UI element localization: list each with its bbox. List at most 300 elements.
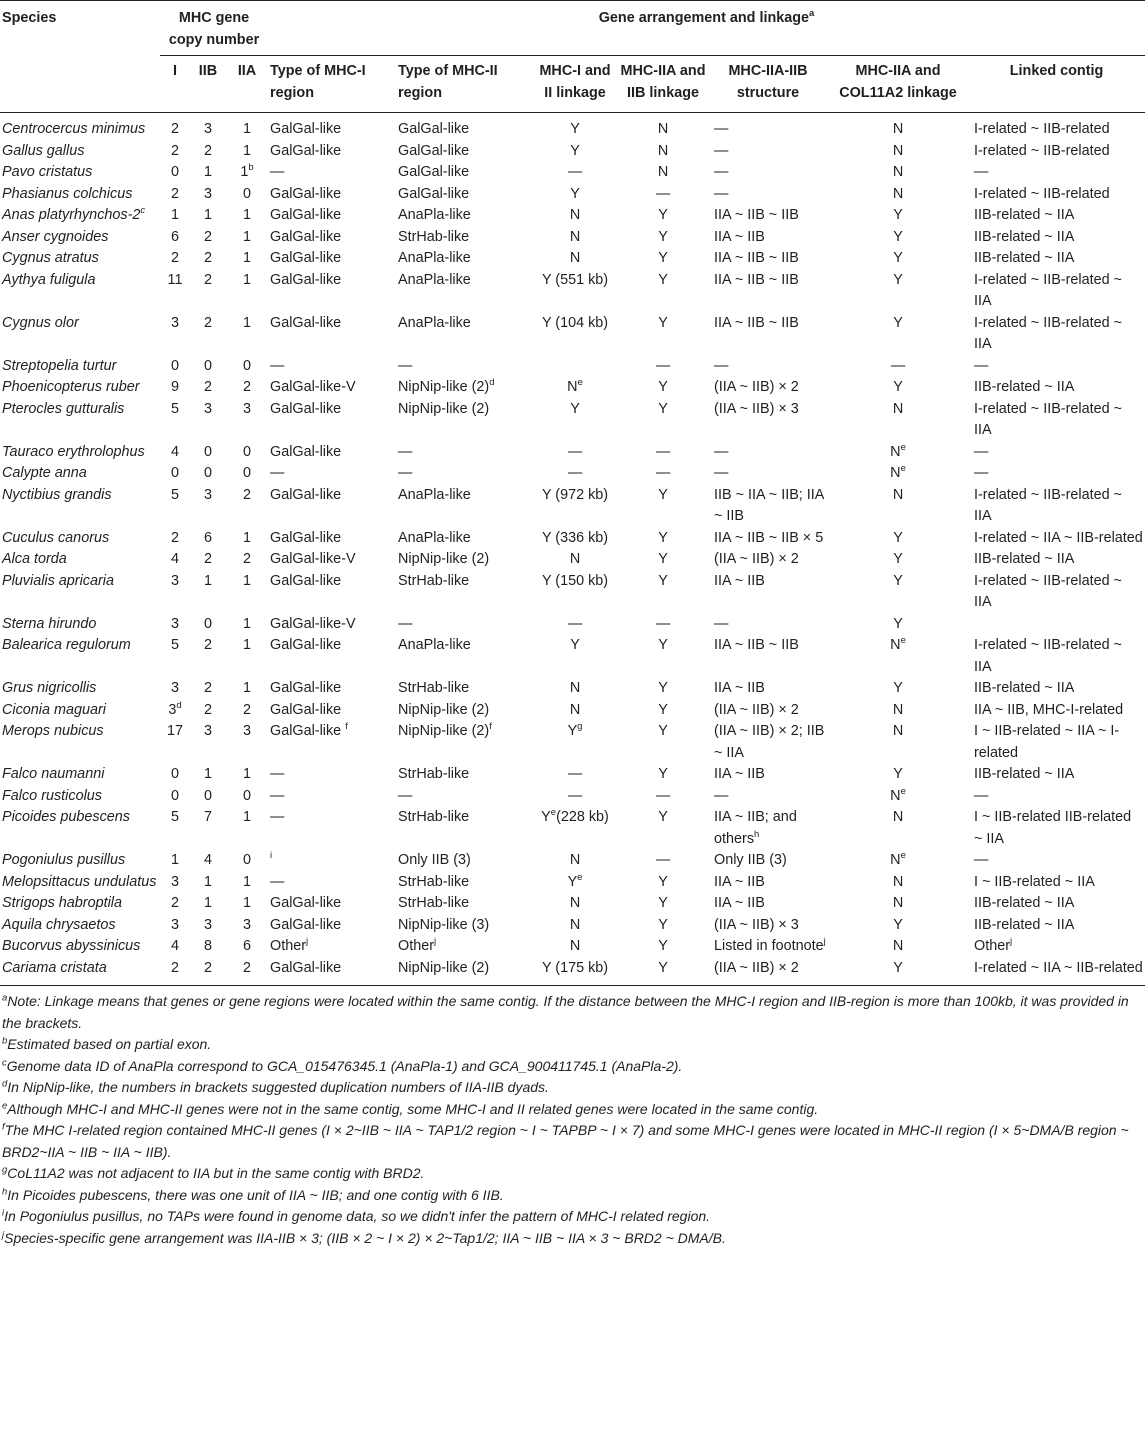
cell-copy-i: 5 (170, 400, 179, 417)
cell-type-ii: NipNip-like (2) (398, 959, 490, 976)
cell-linked-contig: IIA ~ IIB, MHC-I-related (974, 701, 1124, 718)
cell-species: Merops nubicus (2, 723, 104, 739)
cell-type-i: GalGal-like (270, 916, 342, 933)
cell-col11a2: $N^e$ (890, 635, 906, 653)
cell-linked-contig: IIB-related ~ IIA (974, 250, 1075, 266)
cell-species: Falco naumanni (2, 766, 105, 782)
cell-type-ii: StrHab-like (398, 809, 470, 825)
cell-link-i-ii: Y (175 kb) (541, 959, 609, 976)
cell-copy-iib: 2 (203, 142, 212, 159)
cell-species: Anas platyrhynchos-2$^c$ (2, 205, 146, 223)
cell-copy-iia: 2 (243, 701, 252, 718)
cell-link-iia-iib: Y (658, 809, 668, 825)
cell-link-i-ii: N (569, 551, 581, 567)
cell-type-ii: AnaPla-like (398, 486, 471, 503)
cell-copy-iib: 4 (203, 852, 212, 868)
cell-copy-i: 3 (170, 680, 179, 696)
header-type-i: Type of MHC-I region (270, 63, 366, 101)
table-row (0, 248, 1145, 270)
table-row (0, 270, 1145, 313)
cell-copy-iia: 0 (243, 185, 252, 202)
cell-type-i: GalGal-like (270, 529, 342, 546)
cell-link-i-ii: Y (336 kb) (541, 529, 609, 546)
cell-copy-iib: 2 (203, 680, 212, 696)
cell-link-i-ii: — (567, 787, 583, 804)
cell-species: Streptopelia turtur (2, 357, 117, 374)
cell-link-i-ii: — (567, 164, 583, 180)
cell-link-i-ii: Y (570, 185, 580, 202)
cell-copy-i: 2 (170, 529, 179, 546)
cell-species: Grus nigricollis (2, 680, 97, 696)
cell-copy-iib: 2 (203, 551, 212, 567)
cell-copy-i: 9 (170, 379, 179, 395)
cell-link-iia-iib: — (655, 852, 671, 868)
table-row (0, 356, 1145, 378)
cell-link-iia-iib: Y (658, 873, 668, 890)
cell-linked-contig: IIB-related ~ IIA (974, 207, 1075, 223)
cell-copy-iia: 3 (243, 916, 252, 933)
cell-linked-contig: IIB-related ~ IIA (974, 680, 1075, 696)
cell-structure: IIB ~ IIA ~ IIB; IIA ~ IIB (714, 486, 824, 524)
cell-copy-i: 3 (170, 873, 179, 890)
cell-structure: IIA ~ IIB ~ IIB (714, 250, 799, 266)
cell-species: Strigops habroptila (2, 895, 122, 911)
cell-linked-contig: I-related ~ IIB-related ~ IIA (974, 572, 1122, 610)
cell-link-i-ii: N (569, 228, 581, 245)
cell-link-iia-iib: Y (658, 701, 668, 718)
footnote: $^b$Estimated based on partial exon. (2, 1035, 212, 1052)
cell-linked-contig: — (974, 443, 989, 460)
cell-copy-iib: 1 (203, 207, 212, 223)
cell-species: Falco rusticolus (2, 787, 102, 804)
header-col-iia: IIA (237, 63, 257, 79)
cell-type-ii: AnaPla-like (398, 637, 471, 653)
table-row (0, 184, 1145, 206)
cell-linked-contig: I-related ~ IIB-related ~ IIA (974, 637, 1122, 675)
cell-linked-contig: — (974, 465, 989, 481)
cell-link-i-ii: Y (570, 142, 580, 159)
cell-copy-iib: 1 (203, 572, 212, 589)
cell-copy-iia: 0 (243, 852, 252, 868)
table-row (0, 571, 1145, 614)
cell-col11a2: N (892, 873, 904, 890)
cell-copy-iib: 1 (203, 895, 212, 911)
cell-species: Aquila chrysaetos (2, 916, 116, 933)
cell-species: Cuculus canorus (2, 529, 110, 546)
cell-type-i: — (270, 787, 285, 804)
cell-linked-contig: IIB-related ~ IIA (974, 895, 1075, 911)
cell-linked-contig: IIB-related ~ IIA (974, 766, 1075, 782)
cell-species: Pluvialis apricaria (2, 572, 114, 589)
table-row (0, 485, 1145, 528)
cell-type-ii: AnaPla-like (398, 250, 471, 266)
cell-col11a2: Y (893, 207, 903, 223)
cell-link-iia-iib: Y (658, 766, 668, 782)
cell-link-iia-iib: — (655, 185, 671, 202)
cell-link-iia-iib: Y (658, 486, 668, 503)
cell-link-iia-iib: — (655, 357, 671, 374)
cell-link-iia-iib: — (655, 615, 671, 632)
cell-type-ii: GalGal-like (398, 121, 470, 137)
footnotes (0, 986, 1145, 1249)
cell-type-ii: StrHab-like (398, 572, 470, 589)
table-row (0, 678, 1145, 700)
cell-type-i: GalGal-like (270, 400, 342, 417)
cell-col11a2: N (892, 938, 904, 954)
header-type-ii: Type of MHC-II region (398, 63, 498, 101)
cell-copy-i: 2 (170, 895, 179, 911)
cell-species: Bucorvus abyssinicus (2, 938, 141, 954)
cell-link-i-ii: Y (570, 637, 580, 653)
table-row (0, 893, 1145, 915)
cell-copy-iia: 1 (243, 809, 252, 825)
cell-link-i-ii: Y (551 kb) (541, 271, 609, 288)
cell-copy-i: 3 (170, 615, 179, 632)
cell-copy-iia: 0 (243, 443, 252, 460)
cell-linked-contig: I-related ~ IIA ~ IIB-related (974, 959, 1143, 976)
table-row (0, 549, 1145, 571)
cell-type-ii: Only IIB (3) (398, 852, 471, 868)
cell-type-ii: StrHab-like (398, 766, 470, 782)
cell-link-i-ii: $Y^g$ (567, 721, 583, 739)
cell-col11a2: N (892, 142, 904, 159)
cell-link-iia-iib: Y (658, 895, 668, 911)
cell-col11a2: N (892, 164, 904, 180)
cell-structure: — (714, 164, 729, 180)
cell-structure: (IIA ~ IIB) × 2 (714, 379, 799, 395)
cell-type-ii: NipNip-like (2) (398, 400, 490, 417)
cell-link-i-ii: Y (150 kb) (541, 572, 609, 589)
cell-species: Melopsittacus undulatus (2, 873, 157, 890)
cell-type-ii: StrHab-like (398, 873, 470, 890)
cell-species: Cariama cristata (2, 959, 107, 976)
cell-col11a2: Y (893, 551, 903, 567)
cell-linked-contig: Other$^j$ (974, 936, 1013, 954)
cell-copy-i: 6 (170, 228, 179, 245)
cell-link-iia-iib: Y (658, 400, 668, 417)
cell-copy-iia: 2 (243, 959, 252, 976)
cell-copy-iia: 1 (243, 615, 252, 632)
table-row (0, 807, 1145, 850)
header-col11a2: MHC-IIA and COL11A2 linkage (839, 63, 957, 101)
cell-type-i: GalGal-like $^f$ (270, 721, 348, 739)
table-row (0, 764, 1145, 786)
cell-copy-i: 4 (170, 443, 179, 460)
cell-type-ii: NipNip-like (2) (398, 701, 490, 718)
cell-type-ii: GalGal-like (398, 185, 470, 202)
cell-copy-i: 3 (170, 314, 179, 331)
cell-structure: IIA ~ IIB ~ IIB (714, 271, 799, 288)
cell-structure: — (714, 121, 729, 137)
table-row (0, 227, 1145, 249)
table-row (0, 313, 1145, 356)
cell-copy-iia: 3 (243, 723, 252, 739)
cell-type-i: GalGal-like (270, 572, 342, 589)
cell-copy-iib: 2 (203, 250, 212, 266)
cell-copy-iib: 0 (203, 443, 212, 460)
cell-link-iia-iib: Y (658, 938, 668, 954)
cell-copy-iia: 1 (243, 766, 252, 782)
header-col-i: I (173, 63, 177, 79)
cell-type-i: GalGal-like (270, 271, 342, 288)
cell-structure: — (714, 443, 729, 460)
table-row (0, 141, 1145, 163)
table-row (0, 377, 1145, 399)
cell-linked-contig: I-related ~ IIB-related ~ IIA (974, 400, 1122, 438)
cell-linked-contig: IIB-related ~ IIA (974, 228, 1075, 245)
cell-type-ii: Other$^j$ (398, 936, 437, 954)
cell-type-i: GalGal-like (270, 314, 342, 331)
cell-structure: — (714, 185, 729, 202)
cell-copy-iia: 2 (243, 379, 252, 395)
cell-copy-iia: 0 (243, 465, 252, 481)
table-row (0, 850, 1145, 872)
cell-type-ii: GalGal-like (398, 164, 470, 180)
cell-copy-iib: 3 (203, 723, 212, 739)
cell-structure: IIA ~ IIB ~ IIB (714, 207, 799, 223)
cell-structure: (IIA ~ IIB) × 3 (714, 916, 799, 933)
cell-link-i-ii: N (569, 207, 581, 223)
cell-col11a2: Y (893, 250, 903, 266)
table-row (0, 915, 1145, 937)
cell-structure: IIA ~ IIB ~ IIB (714, 314, 799, 331)
cell-copy-iia: 0 (243, 787, 252, 804)
cell-link-iia-iib: N (657, 142, 669, 159)
cell-link-iia-iib: Y (658, 723, 668, 739)
cell-copy-iib: 3 (203, 185, 212, 202)
cell-col11a2: N (892, 701, 904, 718)
cell-link-i-ii: — (567, 766, 583, 782)
cell-link-i-ii: Y (570, 121, 580, 137)
table-row (0, 399, 1145, 442)
cell-link-i-ii (532, 356, 618, 378)
table-row (0, 721, 1145, 764)
footnote: $^f$The MHC I-related region contained MHC-II genes (I × 2~IIB ~ IIA ~ TAP1/2 region ~ I ~ TAPBP ~ I × 7) and some MHC-I genes were located in MHC-II region (I × 5~DMA/B region ~ BRD2~IIA ~ IIB ~ IIA ~ IIB). (2, 1121, 1129, 1160)
cell-link-iia-iib: Y (658, 250, 668, 266)
cell-type-ii: AnaPla-like (398, 314, 471, 331)
cell-link-iia-iib: Y (658, 551, 668, 567)
cell-link-i-ii: $N^e$ (567, 377, 583, 395)
cell-link-i-ii: — (567, 615, 583, 632)
table-row (0, 162, 1145, 184)
cell-copy-iia: 1 (243, 271, 252, 288)
footnote: $^c$Genome data ID of AnaPla correspond to GCA_015476345.1 (AnaPla-1) and GCA_900411745.1 (AnaPla-2). (2, 1056, 683, 1074)
cell-link-i-ii: Y (104 kb) (541, 314, 609, 331)
cell-type-i: GalGal-like (270, 207, 342, 223)
cell-type-i: i (270, 850, 273, 862)
cell-type-i: GalGal-like (270, 680, 342, 696)
cell-col11a2: $N^e$ (890, 785, 906, 804)
cell-col11a2: N (892, 400, 904, 417)
table-row (0, 614, 1145, 636)
cell-type-i: GalGal-like (270, 121, 342, 137)
cell-type-ii: AnaPla-like (398, 271, 471, 288)
cell-copy-iib: 8 (203, 938, 212, 954)
cell-structure: — (714, 357, 729, 374)
cell-structure: Listed in footnote$^j$ (714, 936, 826, 954)
cell-copy-iib: 3 (203, 400, 212, 417)
cell-link-i-ii: N (569, 916, 581, 933)
cell-structure: IIA ~ IIB (714, 766, 765, 782)
cell-col11a2: Y (893, 916, 903, 933)
cell-linked-contig: I-related ~ IIB-related (974, 142, 1110, 159)
cell-copy-iib: 3 (203, 121, 212, 137)
footnote: $^a$Note: Linkage means that genes or gene regions were located within the same contig. If the distance between the MHC-I region and IIB-region is more than 100kb, it was provided in the brackets. (2, 992, 1129, 1031)
cell-copy-i: 1 (170, 207, 179, 223)
cell-link-iia-iib: Y (658, 572, 668, 589)
table-row (0, 700, 1145, 722)
cell-copy-i: 0 (170, 164, 179, 180)
cell-structure: — (714, 465, 729, 481)
cell-type-i: — (270, 873, 285, 890)
cell-species: Centrocercus minimus (2, 121, 146, 137)
cell-copy-iib: 6 (203, 529, 212, 546)
table-row (0, 786, 1145, 808)
cell-link-iia-iib: Y (658, 207, 668, 223)
cell-species: Calypte anna (2, 465, 87, 481)
cell-col11a2: $N^e$ (890, 441, 906, 460)
cell-col11a2: — (890, 357, 906, 374)
header-link-i-ii: MHC-I and II linkage (539, 63, 611, 101)
cell-copy-iia: 1 (243, 207, 252, 223)
cell-link-iia-iib: Y (658, 228, 668, 245)
cell-structure: Only IIB (3) (714, 852, 787, 868)
cell-copy-i: 0 (170, 357, 179, 374)
cell-link-i-ii: N (569, 938, 581, 954)
cell-copy-iia: 0 (243, 357, 252, 374)
cell-col11a2: Y (893, 766, 903, 782)
cell-link-iia-iib: — (655, 443, 671, 460)
cell-copy-i: 11 (167, 271, 183, 288)
cell-copy-iia: 2 (243, 486, 252, 503)
cell-link-i-ii: N (569, 895, 581, 911)
cell-structure: IIA ~ IIB (714, 680, 765, 696)
table-row (0, 635, 1145, 678)
cell-copy-iia: 2 (243, 551, 252, 567)
cell-copy-i: 2 (170, 959, 179, 976)
cell-type-ii: NipNip-like $(2)^d$ (398, 377, 495, 395)
table-row (0, 936, 1145, 958)
cell-copy-i: 4 (170, 551, 179, 567)
cell-copy-i: 4 (170, 938, 179, 954)
cell-copy-i: 5 (170, 637, 179, 653)
cell-structure: IIA ~ IIB ~ IIB × 5 (714, 529, 824, 546)
header-link-iia-iib: MHC-IIA and IIB linkage (620, 63, 706, 101)
cell-col11a2: Y (893, 615, 903, 632)
cell-species: Pogoniulus pusillus (2, 852, 126, 868)
cell-type-ii: AnaPla-like (398, 207, 471, 223)
cell-species: Phasianus colchicus (2, 185, 133, 202)
cell-copy-iib: 2 (203, 379, 212, 395)
cell-structure: (IIA ~ IIB) × 2 (714, 701, 799, 718)
cell-copy-iia: 1$^b$ (240, 162, 254, 180)
cell-link-iia-iib: Y (658, 314, 668, 331)
cell-linked-contig: I-related ~ IIB-related (974, 185, 1110, 202)
cell-copy-iib: 2 (203, 314, 212, 331)
cell-copy-iib: 7 (203, 809, 212, 825)
cell-linked-contig: I-related ~ IIB-related ~ IIA (974, 486, 1122, 524)
cell-linked-contig (968, 614, 1145, 636)
cell-linked-contig: I-related ~ IIB-related ~ IIA (974, 271, 1122, 309)
cell-type-i: GalGal-like (270, 637, 342, 653)
table-row (0, 113, 1145, 141)
cell-species: Nyctibius grandis (2, 486, 112, 503)
cell-type-i: GalGal-like-V (270, 615, 356, 632)
cell-type-ii: — (398, 787, 413, 804)
header-species: Species (2, 10, 57, 26)
cell-linked-contig: — (974, 787, 989, 804)
cell-type-i: — (270, 164, 285, 180)
cell-type-i: — (270, 766, 285, 782)
cell-type-ii: AnaPla-like (398, 529, 471, 546)
cell-type-i: GalGal-like (270, 895, 342, 911)
cell-link-iia-iib: — (655, 465, 671, 481)
cell-copy-i: 0 (170, 787, 179, 804)
cell-linked-contig: — (974, 164, 989, 180)
cell-link-i-ii: N (569, 852, 581, 868)
cell-copy-iia: 1 (243, 637, 252, 653)
cell-copy-iia: 1 (243, 142, 252, 159)
header-structure: MHC-IIA-IIB structure (728, 63, 808, 101)
cell-type-ii: StrHab-like (398, 895, 470, 911)
cell-linked-contig: I ~ IIB-related ~ IIA (974, 873, 1095, 890)
cell-linked-contig: I-related ~ IIB-related ~ IIA (974, 314, 1122, 352)
cell-link-i-ii: Y (972 kb) (541, 486, 609, 503)
cell-copy-i: 5 (170, 809, 179, 825)
cell-species: Pterocles gutturalis (2, 400, 125, 417)
cell-copy-i: 2 (170, 250, 179, 266)
cell-copy-i: 0 (170, 766, 179, 782)
cell-copy-iia: 1 (243, 529, 252, 546)
cell-type-ii: — (398, 615, 413, 632)
cell-type-i: — (270, 809, 285, 825)
cell-copy-iib: 1 (203, 873, 212, 890)
cell-species: Phoenicopterus ruber (2, 379, 140, 395)
header-copy-number: MHC gene copy number (160, 1, 268, 56)
cell-link-iia-iib: N (657, 121, 669, 137)
cell-copy-iia: 1 (243, 572, 252, 589)
cell-copy-iib: 3 (203, 486, 212, 503)
cell-col11a2: N (892, 809, 904, 825)
cell-copy-iib: 0 (203, 615, 212, 632)
cell-copy-iia: 3 (243, 400, 252, 417)
cell-type-i: — (270, 465, 285, 481)
cell-linked-contig: — (974, 852, 989, 868)
cell-link-i-ii: $Y^e(228$ kb) (541, 807, 609, 825)
cell-col11a2: Y (893, 680, 903, 696)
cell-type-ii: NipNip-like (2) (398, 551, 490, 567)
cell-copy-iib: 0 (203, 357, 212, 374)
cell-type-ii: StrHab-like (398, 228, 470, 245)
cell-copy-i: 3 (170, 916, 179, 933)
cell-link-iia-iib: Y (658, 959, 668, 976)
header-gene-arrangement: Gene arrangement and linkage$^a$ (268, 1, 1145, 56)
cell-copy-iib: 2 (203, 959, 212, 976)
cell-col11a2: Y (893, 959, 903, 976)
cell-link-i-ii: — (567, 443, 583, 460)
cell-col11a2: Y (893, 572, 903, 589)
cell-type-i: GalGal-like (270, 185, 342, 202)
cell-copy-iia: 1 (243, 228, 252, 245)
cell-link-i-ii: — (567, 465, 583, 481)
cell-type-i: Other$^j$ (270, 936, 309, 954)
cell-col11a2: N (892, 723, 904, 739)
cell-linked-contig: I-related ~ IIA ~ IIB-related (974, 529, 1143, 546)
cell-link-i-ii: $Y^e$ (567, 871, 583, 890)
cell-col11a2: Y (893, 314, 903, 331)
cell-species: Pavo cristatus (2, 164, 93, 180)
cell-link-iia-iib: Y (658, 637, 668, 653)
